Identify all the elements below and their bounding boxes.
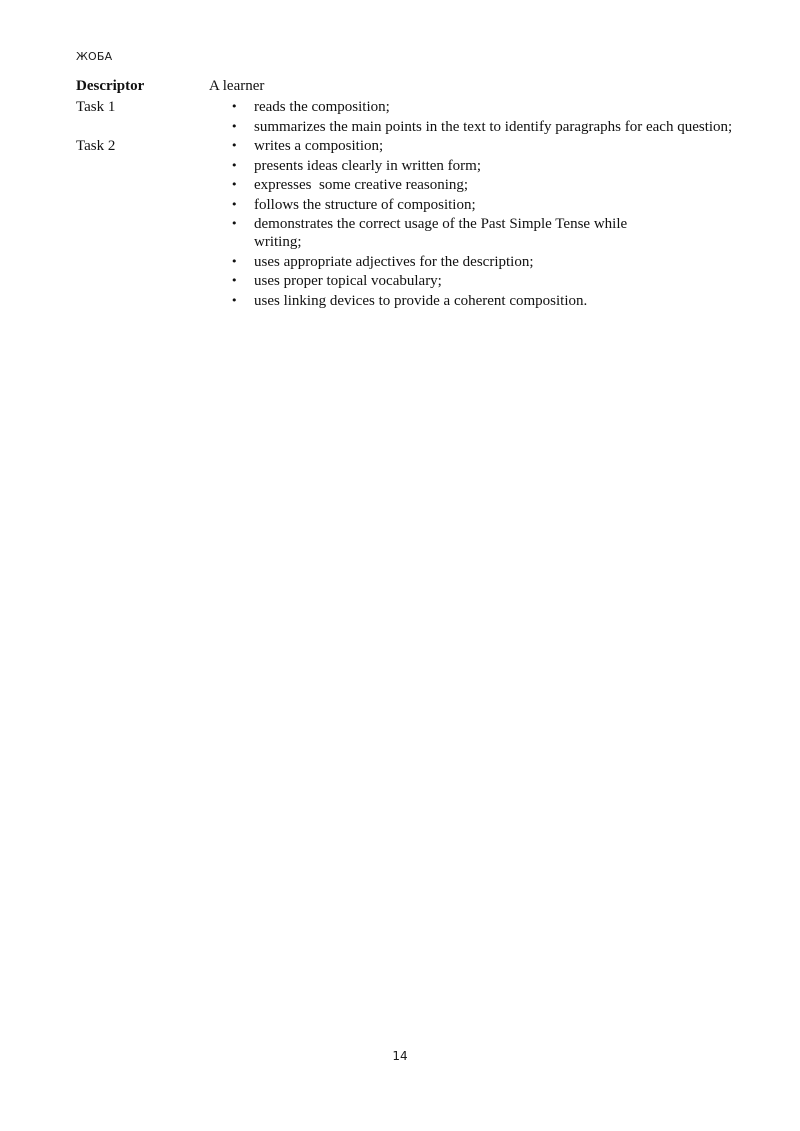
descriptor-table bbox=[76, 77, 736, 311]
bullet-icon: • bbox=[231, 254, 238, 268]
list-item-text: summarizes the main points in the text to identify paragraphs for each question; bbox=[254, 118, 733, 135]
task-2-list bbox=[209, 137, 736, 310]
task-2-row bbox=[76, 137, 736, 311]
bullet-icon: • bbox=[231, 100, 238, 113]
list-item-text: reads the composition; bbox=[254, 99, 390, 115]
bullet-icon: • bbox=[231, 139, 238, 152]
bullet-icon: • bbox=[231, 178, 238, 191]
list-item bbox=[209, 157, 736, 175]
task-1-row bbox=[76, 98, 736, 137]
list-item bbox=[209, 253, 736, 271]
list-item bbox=[209, 292, 736, 310]
list-item bbox=[209, 118, 736, 136]
bullet-icon: • bbox=[231, 217, 238, 230]
page-number: 14 bbox=[392, 1049, 408, 1063]
descriptor-heading: Descriptor bbox=[76, 78, 145, 94]
list-item-text: follows the structure of composition; bbox=[254, 196, 476, 213]
bullet-icon: • bbox=[231, 158, 238, 172]
bullet-icon: • bbox=[231, 274, 238, 287]
task-1-label: Task 1 bbox=[76, 99, 116, 115]
list-item-text: writes a composition; bbox=[254, 138, 384, 154]
list-item bbox=[209, 137, 736, 155]
list-item-text: demonstrates the correct usage of the Past Simple Tense while writing; bbox=[254, 216, 628, 250]
list-item-text: presents ideas clearly in written form; bbox=[254, 157, 482, 174]
bullet-icon: • bbox=[231, 119, 238, 133]
list-item-text: uses proper topical vocabulary; bbox=[254, 273, 442, 289]
list-item bbox=[209, 272, 736, 290]
list-item bbox=[209, 98, 736, 116]
descriptor-heading-row bbox=[76, 77, 736, 95]
list-item-text: uses appropriate adjectives for the description; bbox=[254, 253, 534, 270]
bullet-icon: • bbox=[231, 293, 238, 307]
list-item bbox=[209, 215, 674, 251]
list-item bbox=[209, 196, 736, 214]
task-1-list bbox=[209, 98, 736, 136]
task-2-label: Task 2 bbox=[76, 138, 116, 154]
list-item-text: expresses some creative reasoning; bbox=[254, 177, 469, 193]
bullet-icon: • bbox=[231, 197, 238, 211]
list-item-text: uses linking devices to provide a coherent composition. bbox=[254, 292, 588, 309]
document-header-label: ЖОБА bbox=[76, 50, 113, 63]
list-item bbox=[209, 176, 736, 194]
descriptor-intro: A learner bbox=[209, 78, 265, 94]
